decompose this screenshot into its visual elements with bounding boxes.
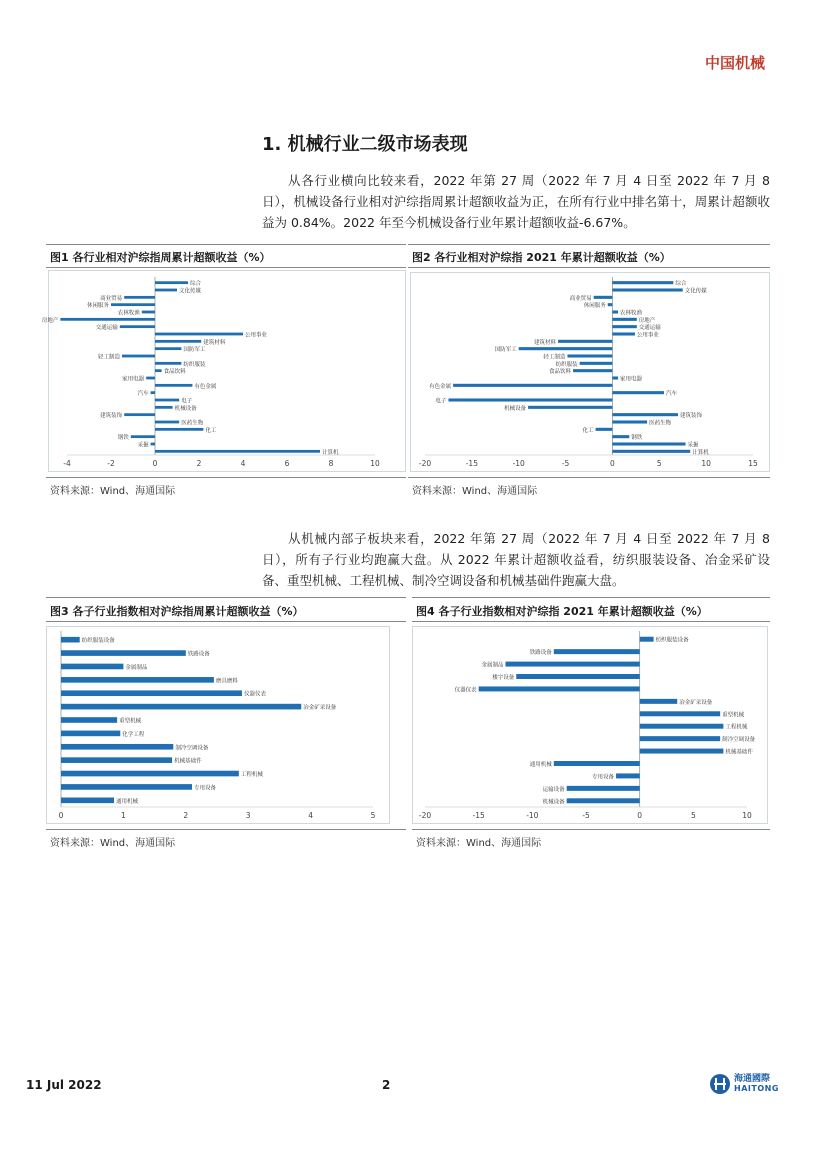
bar-label: 休闲服务 [86, 303, 109, 310]
bar [60, 318, 155, 321]
fig1-chart [41, 270, 406, 472]
bar-label: 专用设备 [592, 774, 615, 781]
bar [479, 686, 640, 691]
bar [640, 724, 724, 729]
bar [131, 435, 155, 438]
bar [61, 704, 301, 710]
x-tick-label: 15 [748, 459, 758, 468]
fig1-top-rule [46, 244, 406, 245]
bar-label: 国防军工 [183, 347, 206, 354]
section-title: 1. 机械行业二级市场表现 [262, 134, 468, 155]
bar [61, 784, 192, 790]
bar-label: 机械基础件 [174, 758, 202, 765]
fig3-title: 图3 各子行业指数相对沪综指周累计超额收益（%） [50, 605, 304, 618]
bar [506, 662, 640, 667]
fig2-source: 资料来源：Wind、海通国际 [412, 486, 538, 497]
bar-label: 化学工程 [122, 731, 145, 738]
x-tick-label: 4 [308, 811, 313, 820]
bar-label: 楼宇设备 [492, 675, 515, 681]
bar [61, 664, 123, 670]
bar [640, 736, 721, 741]
bar [567, 354, 612, 357]
bar [155, 347, 181, 350]
bar [61, 690, 242, 696]
bar-label: 运输设备 [542, 786, 565, 793]
bar-label: 商业贸易 [569, 295, 592, 302]
bar-label: 房地产 [638, 317, 656, 324]
bar [151, 443, 155, 446]
bar-label: 金属制品 [481, 662, 504, 669]
x-tick-label: -10 [526, 811, 539, 820]
x-tick-label: -20 [418, 459, 432, 468]
fig4-title: 图4 各子行业指数相对沪综指 2021 年累计超额收益（%） [416, 605, 708, 618]
fig2-bottom-rule [408, 477, 770, 478]
bar [124, 296, 155, 299]
bar-label: 机械基础件 [725, 749, 753, 756]
bar [612, 325, 636, 328]
fig4-chart [412, 626, 768, 824]
bar [120, 325, 155, 328]
bar-label: 机械设备 [542, 799, 565, 806]
bar-label: 专用设备 [194, 785, 217, 792]
bar-label: 钢铁 [631, 435, 643, 442]
x-tick-label: -5 [561, 459, 570, 468]
bar [519, 347, 613, 350]
bar [612, 413, 678, 416]
bar [528, 406, 612, 409]
x-tick-label: 5 [690, 811, 696, 820]
bar [155, 384, 192, 387]
x-tick-label: -10 [512, 459, 525, 468]
bar [448, 398, 612, 401]
bar [573, 369, 612, 372]
bar [640, 711, 721, 716]
bar-label: 休闲服务 [583, 303, 606, 310]
bar-label: 计算机 [692, 449, 709, 456]
haitong-logo-icon [710, 1074, 730, 1094]
bar-label: 纺织服装 [555, 361, 578, 368]
bar-label: 食品饮料 [549, 369, 572, 376]
bar-label: 纺织服装设备 [81, 638, 115, 645]
bar-label: 铁路设备 [529, 650, 552, 657]
bar [596, 428, 613, 431]
bar [146, 377, 155, 380]
bar-label: 建筑装饰 [100, 413, 123, 420]
fig2-top-rule [408, 244, 770, 245]
bar-label: 轻工制造 [543, 354, 566, 361]
bar [558, 340, 612, 343]
bar-label: 磨具磨料 [215, 678, 238, 685]
fig3-chart [46, 626, 390, 824]
bar-label: 化工 [205, 427, 217, 434]
bar [612, 332, 634, 335]
bar-label: 农林牧渔 [117, 310, 140, 317]
bar-label: 冶金矿采设备 [303, 705, 337, 712]
bar-label: 有色金属 [194, 383, 217, 390]
bar [612, 288, 682, 291]
bar [612, 376, 618, 379]
bar-label: 建筑装饰 [680, 413, 703, 420]
bar [61, 677, 214, 683]
bar [61, 717, 117, 723]
bar-label: 纺织服装设备 [655, 637, 689, 644]
bar-label: 综合 [190, 281, 202, 288]
bar-label: 计算机 [322, 449, 339, 456]
bar [612, 450, 690, 453]
bar [155, 340, 201, 343]
bar [612, 318, 636, 321]
bar-label: 文化传媒 [179, 288, 202, 295]
bar [155, 421, 179, 424]
x-tick-label: 0 [58, 811, 64, 820]
bar [612, 420, 647, 423]
x-tick-label: 0 [152, 459, 158, 468]
footer-page-number: 2 [382, 1078, 391, 1092]
bar [554, 761, 640, 766]
bar-label: 医药生物 [181, 420, 204, 427]
bar-label: 制冷空调设备 [722, 737, 756, 744]
bar [155, 281, 188, 284]
bar-label: 轻工制造 [97, 354, 120, 361]
bar [567, 786, 640, 791]
bar [61, 650, 186, 656]
fig3-title-rule [46, 621, 406, 622]
haitong-logo [710, 1074, 779, 1094]
bar-label: 工程机械 [240, 772, 263, 779]
bar-label: 综合 [675, 281, 687, 288]
bar-label: 房地产 [41, 317, 59, 324]
bar-label: 建筑材料 [203, 339, 226, 346]
x-tick-label: 10 [370, 459, 380, 468]
bar [155, 333, 243, 336]
bar [61, 731, 120, 737]
bar-label: 建筑材料 [534, 339, 557, 346]
x-tick-label: 0 [610, 459, 615, 468]
x-tick-label: 0 [637, 811, 643, 820]
bar-label: 农林牧渔 [620, 310, 643, 317]
x-tick-label: 1 [121, 811, 126, 820]
bar-label: 机械设备 [174, 405, 197, 412]
bar-label: 交通运输 [638, 325, 661, 332]
bar [612, 281, 673, 284]
x-tick-label: 10 [742, 811, 752, 820]
bar-label: 电子 [435, 398, 447, 405]
bar-label: 化工 [582, 427, 594, 434]
bar [616, 773, 640, 778]
footer-date: 11 Jul 2022 [26, 1078, 102, 1092]
x-tick-label: -20 [418, 811, 432, 820]
bar-label: 汽车 [137, 391, 149, 398]
bar [124, 413, 155, 416]
bar [61, 637, 80, 643]
bar-label: 公用事业 [245, 332, 268, 339]
haitong-logo-text: 海通國際 HAITONG [734, 1074, 779, 1093]
fig1-title-rule [46, 267, 406, 268]
bar [155, 428, 203, 431]
bar-label: 制冷空调设备 [175, 745, 209, 752]
fig2-title: 图2 各行业相对沪综指 2021 年累计超额收益（%） [412, 251, 671, 264]
x-tick-label: -5 [582, 811, 590, 820]
x-tick-label: 10 [701, 459, 711, 468]
x-tick-label: -15 [465, 459, 478, 468]
x-tick-label: 8 [328, 459, 334, 468]
bar [61, 757, 172, 763]
bar-label: 采掘 [687, 442, 699, 449]
bar-label: 铁路设备 [187, 651, 210, 658]
bar-label: 纺织服装 [183, 361, 206, 368]
bar [155, 450, 320, 453]
bar-label: 家用电器 [122, 376, 145, 383]
fig1-bottom-rule [46, 477, 406, 478]
bar-label: 家用电器 [620, 376, 643, 383]
fig1-title: 图1 各行业相对沪综指周累计超额收益（%） [50, 251, 271, 264]
bar [580, 362, 613, 365]
x-tick-label: -15 [472, 811, 485, 820]
x-tick-label: 3 [245, 811, 251, 820]
x-tick-label: 2 [196, 459, 202, 468]
fig3-bottom-rule [46, 829, 406, 830]
bar-label: 重型机械 [722, 712, 745, 719]
bar [612, 435, 629, 438]
bar [61, 797, 114, 803]
bar-label: 冶金矿采设备 [679, 699, 713, 706]
bar [612, 391, 664, 394]
bar [155, 406, 173, 409]
bar-label: 通用机械 [116, 798, 139, 805]
bar-label: 食品饮料 [163, 369, 186, 376]
fig4-bottom-rule [412, 829, 770, 830]
bar [122, 355, 155, 358]
bar-label: 金属制品 [125, 664, 148, 671]
bar-label: 仪器仪表 [454, 687, 477, 694]
x-tick-label: 4 [240, 459, 246, 468]
x-tick-label: 2 [183, 811, 189, 820]
fig2-chart [410, 272, 770, 472]
fig4-source: 资料来源：Wind、海通国际 [416, 838, 542, 849]
x-tick-label: 5 [656, 459, 662, 468]
fig1-source: 资料来源：Wind、海通国际 [50, 486, 176, 497]
bar [640, 637, 654, 642]
bar [155, 399, 179, 402]
fig4-title-rule [412, 621, 770, 622]
x-tick-label: 5 [370, 811, 376, 820]
bar [567, 798, 640, 803]
bar-label: 公用事业 [636, 332, 659, 339]
bar [516, 674, 639, 679]
bar-label: 交通运输 [95, 325, 118, 332]
bar-label: 工程机械 [725, 724, 748, 731]
bar-label: 汽车 [665, 391, 677, 398]
bar-label: 采掘 [137, 442, 149, 449]
paragraph-1: 从各行业横向比较来看，2022 年第 27 周（2022 年 7 月 4 日至 2022 年 7 月 8 日），机械设备行业相对沪综指周累计超额收益为正，在所有行业中排名第十，周累计超额收益为 0.84%。2022 年至今机械设备行业年累计超额收益-6.67%。 [262, 173, 770, 230]
header-brand: 中国机械 [704, 54, 765, 72]
bar [640, 749, 724, 754]
bar-label: 通用机械 [529, 762, 552, 768]
bar [612, 310, 618, 313]
x-tick-label: -2 [107, 459, 115, 468]
fig3-top-rule [46, 597, 406, 598]
fig2-title-rule [408, 267, 770, 268]
bar-label: 钢铁 [117, 435, 129, 442]
x-tick-label: 6 [284, 459, 290, 468]
bar-label: 仪器仪表 [243, 691, 266, 698]
bar-label: 文化传媒 [684, 288, 707, 295]
bar-label: 机械设备 [504, 405, 527, 412]
bar [155, 369, 162, 372]
bar [155, 289, 177, 292]
bar [61, 771, 239, 777]
bar [554, 649, 640, 654]
fig3-source: 资料来源：Wind、海通国际 [50, 838, 176, 849]
bar [151, 391, 155, 394]
bar-label: 重型机械 [119, 718, 142, 725]
bar [61, 744, 173, 750]
bar [594, 296, 613, 299]
fig4-top-rule [412, 597, 770, 598]
bar [453, 384, 612, 387]
bar [155, 362, 181, 365]
x-tick-label: -4 [63, 459, 71, 468]
bar [640, 699, 678, 704]
paragraph-2: 从机械内部子板块来看，2022 年第 27 周（2022 年 7 月 4 日至 2022 年 7 月 8 日），所有子行业均跑赢大盘。从 2022 年累计超额收益看，纺织服装设备、冶金采矿设备、重型机械、工程机械、制冷空调设备和机械基础件跑赢大盘。 [262, 531, 770, 588]
bar [608, 303, 613, 306]
bar-label: 医药生物 [649, 420, 672, 427]
bar [142, 311, 155, 314]
bar-label: 商业贸易 [100, 295, 123, 302]
bar [612, 442, 685, 445]
bar-label: 电子 [181, 398, 193, 405]
bar-label: 国防军工 [494, 347, 517, 354]
bar-label: 有色金属 [429, 383, 452, 390]
bar [111, 303, 155, 306]
